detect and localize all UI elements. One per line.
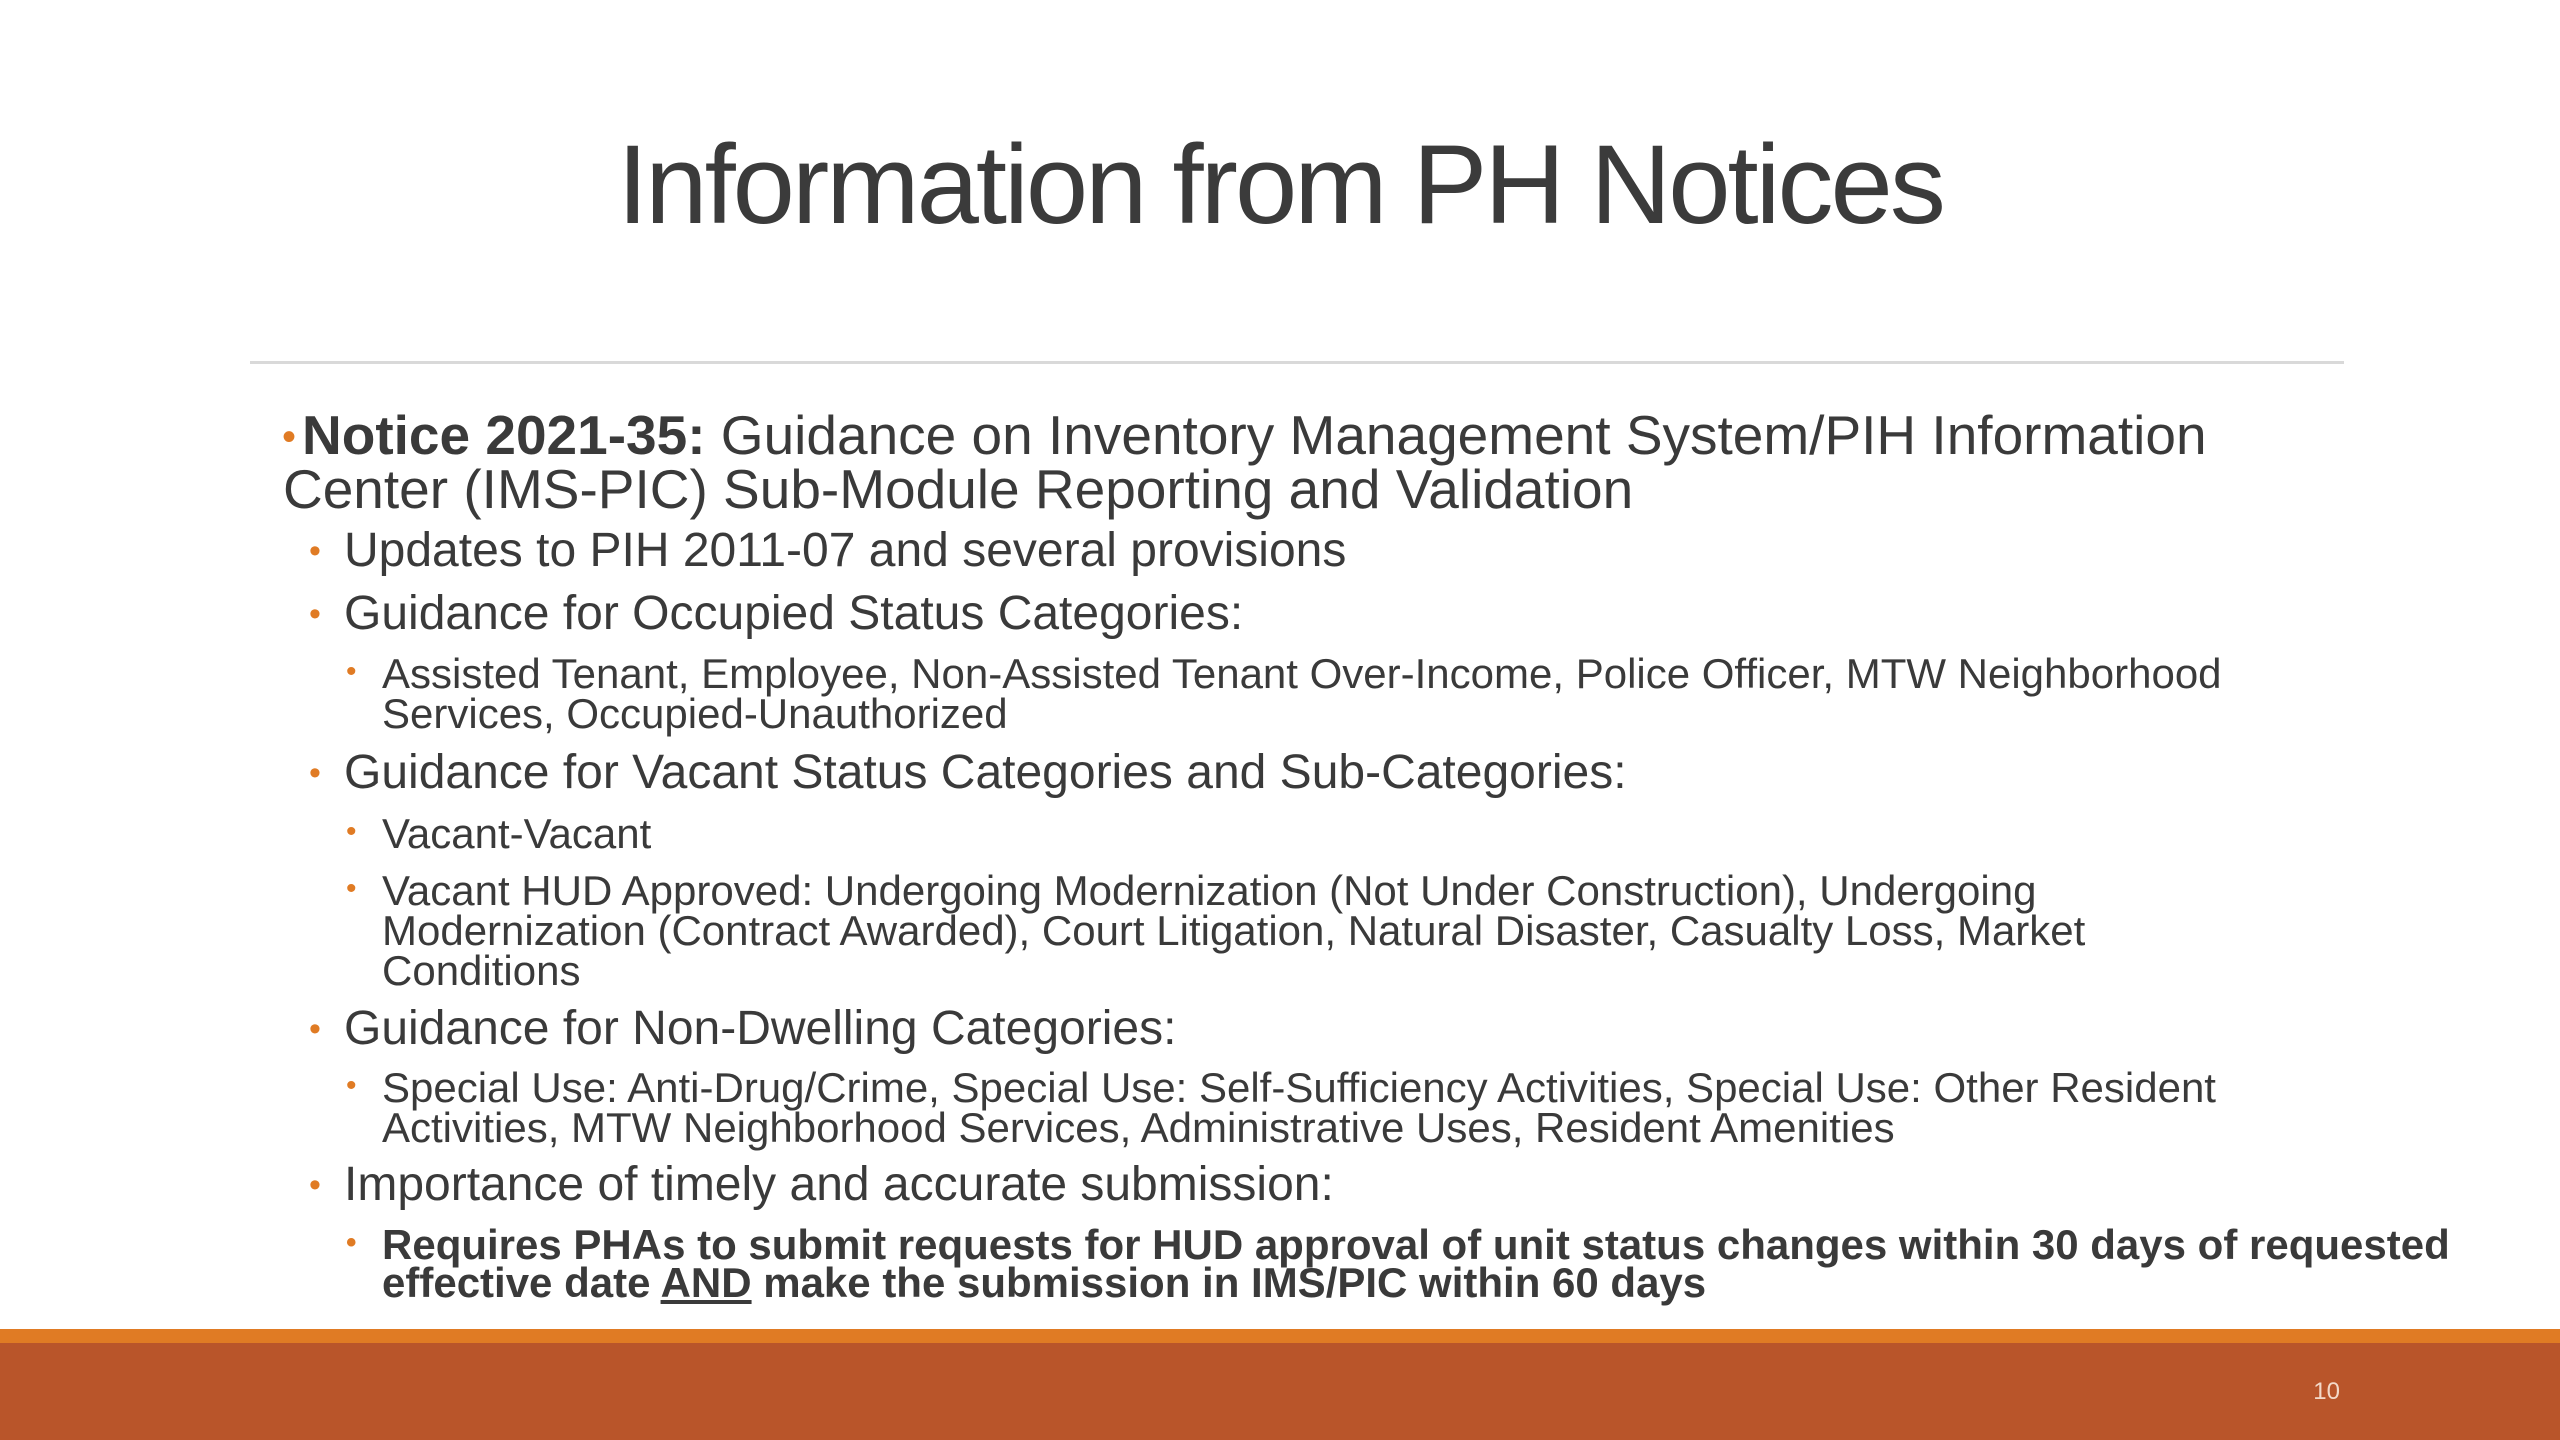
nondwelling-heading: Guidance for Non-Dwelling Categories: [344, 1002, 1177, 1055]
bullet-dot-icon: • [309, 754, 321, 792]
page-number: 10 [2313, 1378, 2340, 1405]
bullet-vacant-hud [346, 867, 2037, 914]
bullet-dot-icon: • [346, 815, 357, 848]
updates-text: Updates to PIH 2011-07 and several provisions [344, 524, 1347, 577]
bullet-dot-icon: • [346, 1069, 357, 1102]
occupied-categories-line1: Assisted Tenant, Employee, Non-Assisted Tenant Over-Income, Police Officer, MTW Neighborhood [382, 650, 2222, 697]
special-use-line2: Activities, MTW Neighborhood Services, Administrative Uses, Resident Amenities [382, 1104, 1895, 1151]
bullet-importance [309, 1158, 1334, 1211]
vacant-hud-line3: Conditions [382, 947, 581, 994]
notice-text: Guidance on Inventory Management System/PIH Information [705, 404, 2207, 466]
bullet-vacant-vacant [346, 810, 652, 857]
occupied-categories-line2: Services, Occupied-Unauthorized [382, 690, 1008, 737]
bullet-special-use [346, 1064, 2216, 1111]
footer-bar [0, 1343, 2560, 1440]
bullet-updates [309, 524, 1347, 577]
special-use-line1: Special Use: Anti-Drug/Crime, Special Use: Self-Sufficiency Activities, Special Use: Other Resident [382, 1064, 2216, 1111]
slide-title: Information from PH Notices [617, 122, 1943, 247]
vacant-vacant-text: Vacant-Vacant [382, 810, 652, 857]
bullet-dot-icon: • [309, 595, 321, 633]
bullet-dot-icon: • [346, 1226, 357, 1259]
bullet-nondwelling [309, 1002, 1177, 1055]
occupied-heading: Guidance for Occupied Status Categories: [344, 587, 1244, 640]
bullet-occupied [309, 587, 1244, 640]
requires-line2-end: make the submission in IMS/PIC within 60 days [751, 1259, 1707, 1306]
bullet-dot-icon: • [309, 1166, 321, 1204]
requires-and-emphasis: AND [660, 1259, 752, 1306]
notice-text-continued: Center (IMS-PIC) Sub-Module Reporting and Validation [283, 458, 1634, 520]
bullet-dot-icon: • [309, 532, 321, 570]
bullet-dot-icon: • [282, 415, 297, 459]
requires-line2-start: effective date [382, 1259, 661, 1306]
requires-line2 [382, 1259, 1707, 1306]
bullet-notice [282, 404, 2207, 466]
importance-heading: Importance of timely and accurate submission: [344, 1158, 1334, 1211]
bullet-vacant [309, 746, 1627, 799]
bullet-occupied-categories [346, 650, 2222, 697]
bullet-dot-icon: • [309, 1010, 321, 1048]
notice-label: Notice 2021-35: [302, 404, 706, 466]
bullet-dot-icon: • [346, 655, 357, 688]
bullet-dot-icon: • [346, 872, 357, 905]
vacant-hud-line2: Modernization (Contract Awarded), Court Litigation, Natural Disaster, Casualty Loss, Market [382, 907, 2086, 954]
requires-line1: Requires PHAs to submit requests for HUD approval of unit status changes within 30 days of requested [382, 1221, 2450, 1268]
vacant-hud-line1: Vacant HUD Approved: Undergoing Modernization (Not Under Construction), Undergoing [382, 867, 2037, 914]
vacant-heading: Guidance for Vacant Status Categories and Sub-Categories: [344, 746, 1627, 799]
footer-accent-stripe [0, 1329, 2560, 1343]
